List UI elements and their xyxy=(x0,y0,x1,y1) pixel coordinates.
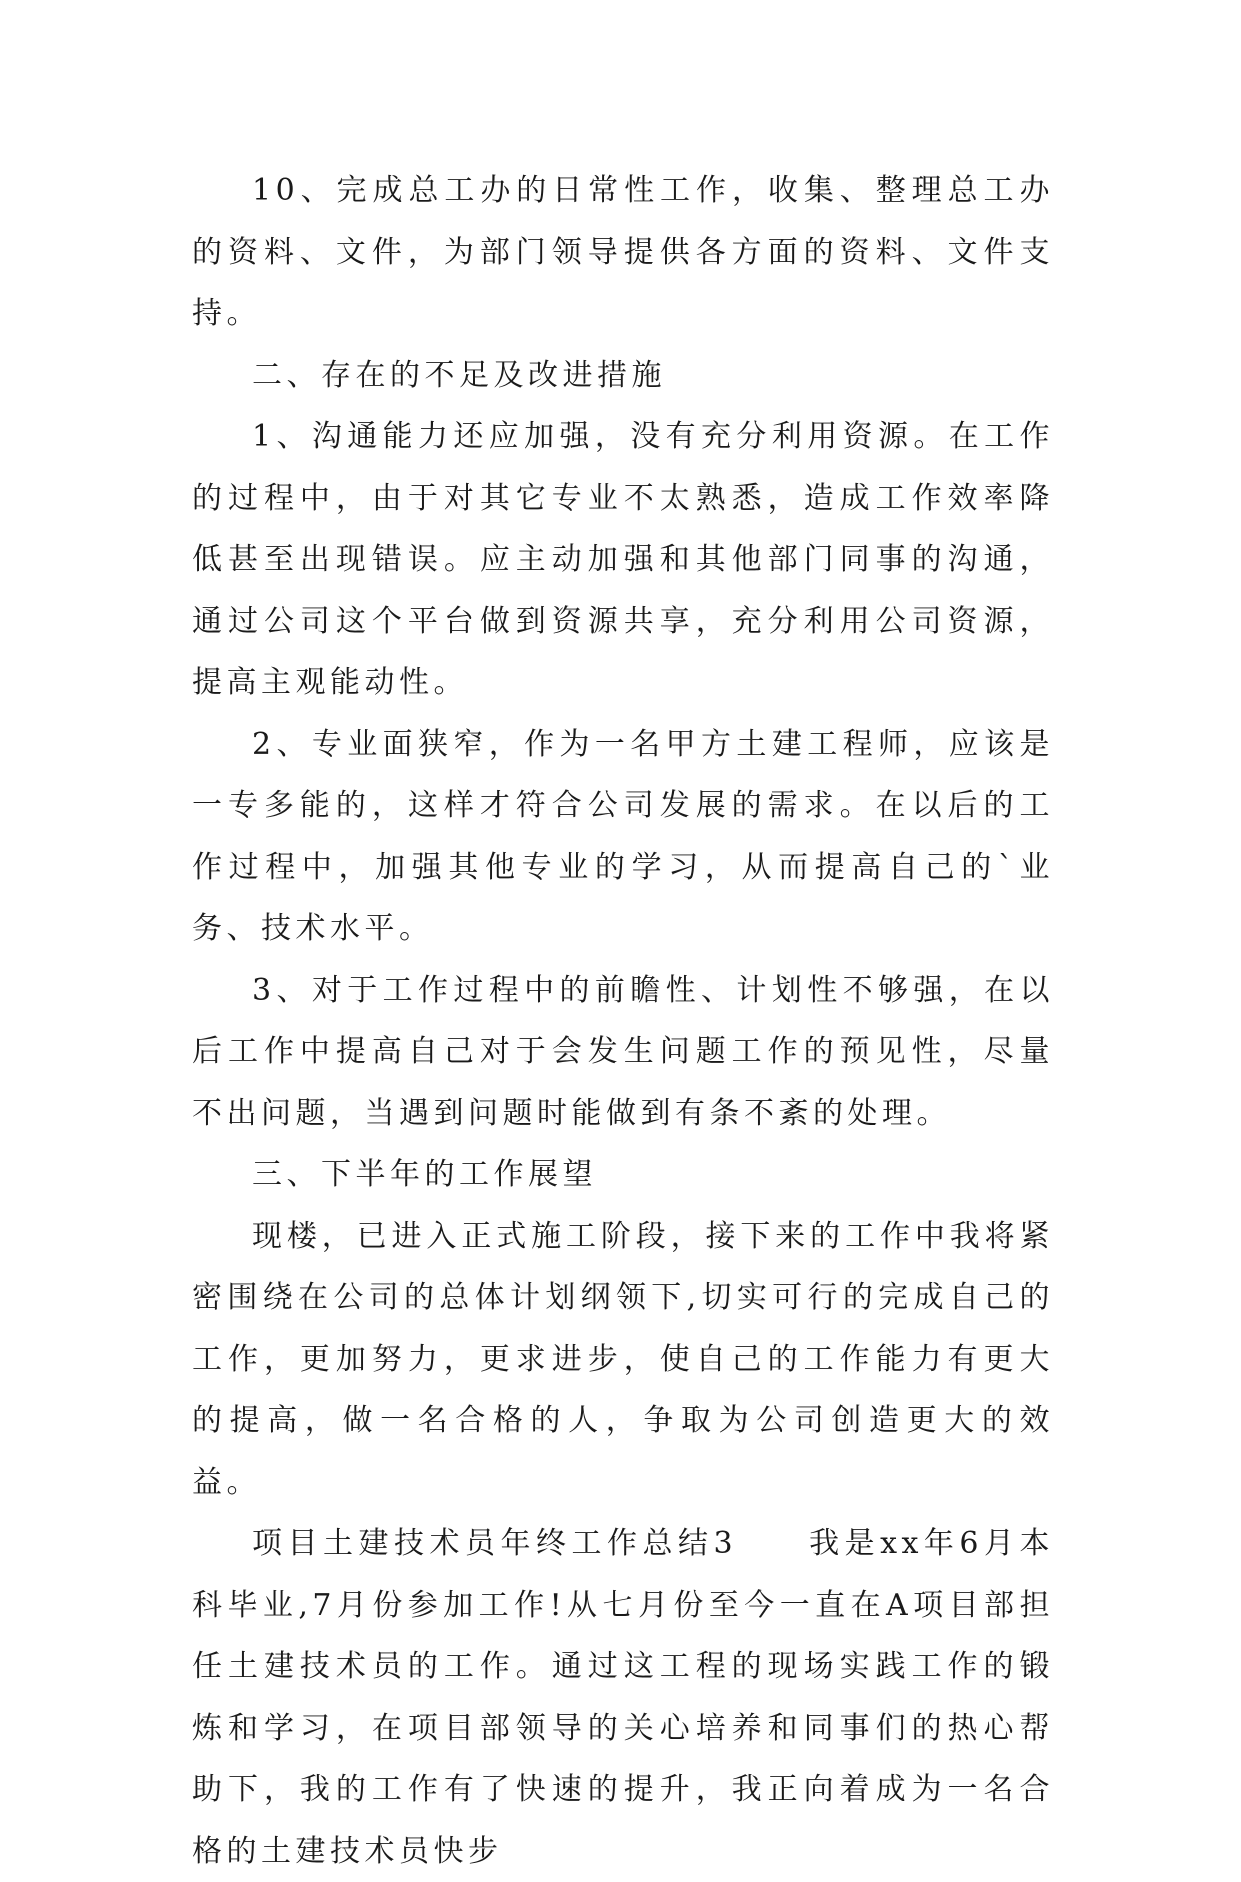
paragraph-communication: 1、沟通能力还应加强，没有充分利用资源。在工作的过程中，由于对其它专业不太熟悉，造成工作效率降低甚至出现错误。应主动加强和其他部门同事的沟通，通过公司这个平台做到资源共享，充分利用公司资源，提高主观能动性。 xyxy=(192,419,1054,700)
paragraph-summary-3: 项目土建技术员年终工作总结3 我是xx年6月本科毕业,7月份参加工作!从七月份至今一直在A项目部担任土建技术员的工作。通过这工程的现场实践工作的锻炼和学习，在项目部领导的关心培养和同事们的热心帮助下，我的工作有了快速的提升，我正向着成为一名合格的土建技术员快步 xyxy=(192,1526,1054,1869)
paragraph-outlook: 现楼，已进入正式施工阶段，接下来的工作中我将紧密围绕在公司的总体计划纲领下,切实可行的完成自己的工作，更加努力，更求进步，使自己的工作能力有更大的提高，做一名合格的人，争取为公司创造更大的效益。 xyxy=(192,1218,1054,1500)
paragraph-item-10: 10、完成总工办的日常性工作，收集、整理总工办的资料、文件，为部门领导提供各方面的资料、文件支持。 xyxy=(192,173,1054,331)
paragraph-foresight: 3、对于工作过程中的前瞻性、计划性不够强，在以后工作中提高自己对于会发生问题工作的预见性，尽量不出问题，当遇到问题时能做到有条不紊的处理。 xyxy=(192,972,1054,1131)
section-heading-outlook: 三、下半年的工作展望 xyxy=(252,1157,597,1192)
section-heading-shortcomings: 二、存在的不足及改进措施 xyxy=(252,357,666,393)
document-body xyxy=(192,160,1054,1882)
paragraph-specialty: 2、专业面狭窄，作为一名甲方土建工程师，应该是一专多能的，这样才符合公司发展的需求。在以后的工作过程中，加强其他专业的学习，从而提高自己的`业务、技术水平。 xyxy=(192,726,1054,946)
